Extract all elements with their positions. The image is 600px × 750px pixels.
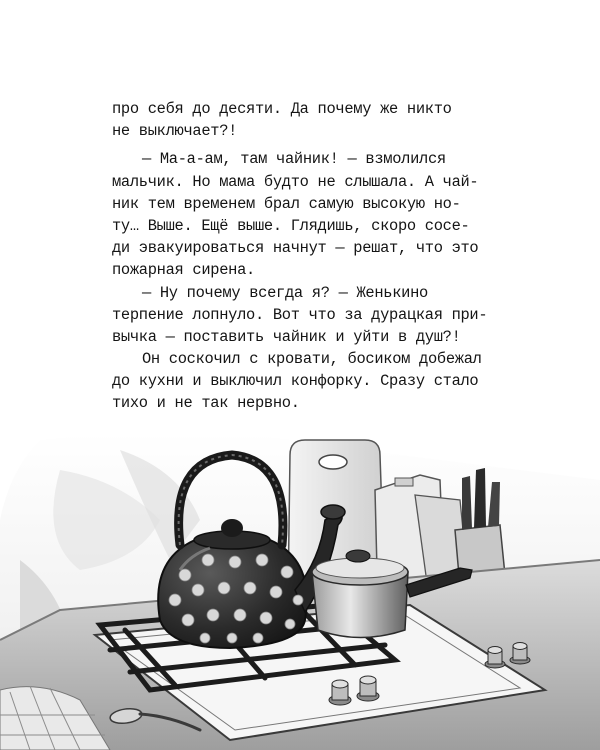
text-line: терпение лопнуло. Вот что за дурацкая при- bbox=[112, 305, 488, 324]
knob bbox=[329, 680, 351, 705]
text-line: пожарная сирена. bbox=[112, 261, 255, 280]
text-line: ди эвакуироваться начнут — решат, что это bbox=[112, 239, 479, 258]
knob bbox=[357, 676, 379, 701]
text-line: Он соскочил с кровати, босиком добежал bbox=[142, 350, 482, 369]
text-line: тихо и не так нервно. bbox=[112, 394, 300, 413]
text-line: про себя до десяти. Да почему же никто bbox=[112, 100, 452, 118]
kitchen-illustration bbox=[0, 410, 600, 750]
text-line: до кухни и выключил конфорку. Сразу стало bbox=[112, 372, 479, 391]
knob bbox=[510, 643, 530, 665]
text-line: ту… Выше. Ещё выше. Глядишь, скоро сосе- bbox=[112, 216, 470, 235]
knob bbox=[485, 647, 505, 669]
text-line: — Ну почему всегда я? — Женькино bbox=[142, 283, 428, 302]
text-line: — Ма-а-ам, там чайник! — взмолился bbox=[142, 150, 446, 169]
text-line: мальчик. Но мама будто не слышала. А чай- bbox=[112, 172, 479, 191]
text-line: не выключает?! bbox=[112, 122, 238, 141]
text-line: вычка — поставить чайник и уйти в душ?! bbox=[112, 327, 461, 346]
story-text bbox=[112, 98, 488, 415]
text-line: ник тем временем брал самую высокую но- bbox=[112, 194, 461, 213]
